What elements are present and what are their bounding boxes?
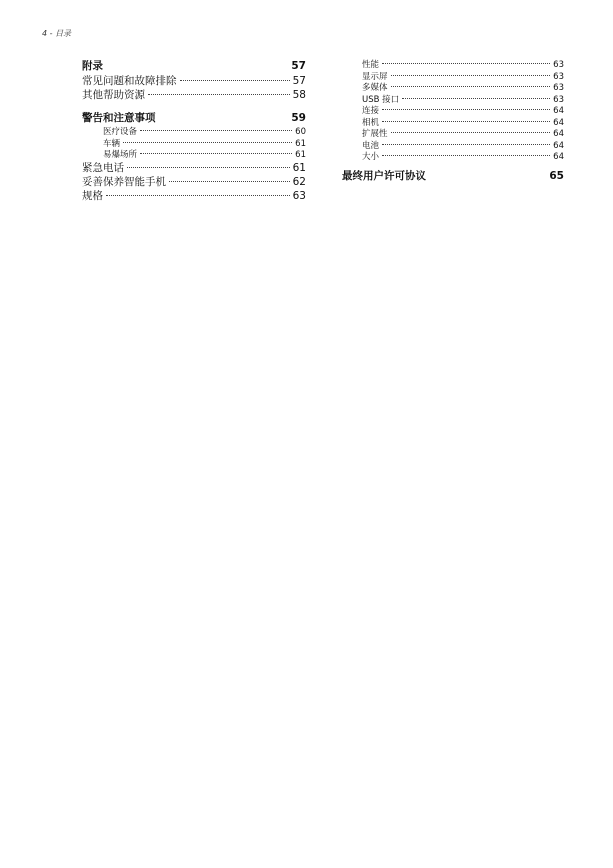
leader-dots (148, 94, 290, 95)
leader-dots (123, 142, 292, 143)
toc-entry-title: 规格 (82, 189, 103, 202)
toc-entry-title: 易爆场所 (103, 150, 138, 160)
toc-entry-page: 64 (553, 129, 564, 139)
toc-entry-title: 性能 (362, 60, 380, 70)
leader-dots (382, 155, 550, 156)
toc-entry-page: 64 (553, 106, 564, 116)
toc-entry-help-resources[interactable] (82, 87, 306, 101)
toc-entry-page: 59 (291, 112, 306, 124)
leader-dots (382, 144, 550, 145)
toc-entry-explosive-areas[interactable] (82, 148, 306, 160)
toc-entry-title: 车辆 (103, 138, 121, 149)
toc-entry-page: 61 (295, 150, 306, 160)
toc-entry-faq[interactable] (82, 73, 306, 87)
toc-entry-title: 常见问题和故障排除 (82, 75, 177, 87)
toc-entry-usb-port[interactable] (342, 93, 564, 105)
toc-entry-connectivity[interactable] (342, 104, 564, 116)
toc-entry-title: 扩展性 (362, 129, 388, 139)
toc-entry-expansion[interactable] (342, 127, 564, 139)
toc-entry-title: 附录 (82, 60, 103, 72)
leader-dots (391, 75, 551, 76)
toc-entry-page: 64 (553, 152, 564, 162)
toc-entry-vehicles[interactable] (82, 137, 306, 149)
toc-right-column (342, 58, 564, 183)
toc-entry-camera[interactable] (342, 116, 564, 128)
toc-entry-battery[interactable] (342, 139, 564, 151)
toc-left-column (82, 58, 306, 202)
leader-dots (391, 86, 551, 87)
toc-entry-title: 其他帮助资源 (82, 89, 145, 101)
toc-entry-page: 60 (295, 127, 306, 137)
toc-entry-title: 最终用户许可协议 (342, 169, 426, 182)
toc-entry-title: 警告和注意事项 (82, 112, 156, 124)
toc-entry-dimensions[interactable] (342, 150, 564, 162)
spacer (82, 101, 306, 110)
leader-dots (402, 98, 550, 99)
toc-entry-title: 妥善保养智能手机 (82, 175, 166, 188)
toc-entry-page: 61 (295, 138, 306, 149)
toc-entry-title: 显示屏 (362, 71, 388, 82)
leader-dots (382, 109, 550, 110)
toc-entry-display[interactable] (342, 70, 564, 82)
toc-entry-title: 多媒体 (362, 83, 388, 93)
toc-entry-page: 63 (553, 83, 564, 93)
toc-entry-title: USB 接口 (362, 94, 400, 105)
leader-dots (382, 121, 550, 122)
toc-entry-title: 电池 (362, 140, 380, 151)
leader-dots (391, 132, 551, 133)
toc-entry-title: 相机 (362, 117, 380, 128)
toc-entry-page: 61 (292, 161, 306, 174)
toc-entry-specifications[interactable] (82, 188, 306, 202)
page-header: 4 - 目录 (42, 29, 72, 38)
toc-entry-page: 63 (553, 60, 564, 70)
toc-entry-title: 大小 (362, 152, 380, 162)
toc-entry-multimedia[interactable] (342, 81, 564, 93)
leader-dots (382, 63, 550, 64)
toc-entry-page: 65 (549, 169, 564, 182)
toc-entry-page: 57 (292, 75, 306, 87)
leader-dots (140, 130, 292, 131)
toc-entry-page: 58 (292, 89, 306, 101)
toc-entry-performance[interactable] (342, 58, 564, 70)
leader-dots (106, 195, 290, 196)
toc-entry-medical-devices[interactable] (82, 125, 306, 137)
toc-entry-appendix[interactable] (82, 58, 306, 72)
leader-dots (127, 167, 290, 168)
toc-entry-title: 紧急电话 (82, 161, 124, 174)
toc-entry-emergency-calls[interactable] (82, 160, 306, 174)
leader-dots (169, 181, 290, 182)
toc-entry-page: 63 (292, 189, 306, 202)
leader-dots (140, 153, 292, 154)
toc-entry-page: 57 (291, 60, 306, 72)
toc-entry-phone-care[interactable] (82, 174, 306, 188)
toc-entry-eula[interactable] (342, 168, 564, 182)
toc-entry-page: 63 (553, 94, 564, 105)
toc-entry-title: 医疗设备 (103, 127, 138, 137)
toc-entry-page: 63 (553, 71, 564, 82)
toc-entry-page: 62 (292, 175, 306, 188)
toc-entry-page: 64 (553, 140, 564, 151)
toc-entry-page: 64 (553, 117, 564, 128)
toc-entry-warnings[interactable] (82, 110, 306, 124)
leader-dots (180, 80, 290, 81)
toc-entry-title: 连接 (362, 106, 380, 116)
